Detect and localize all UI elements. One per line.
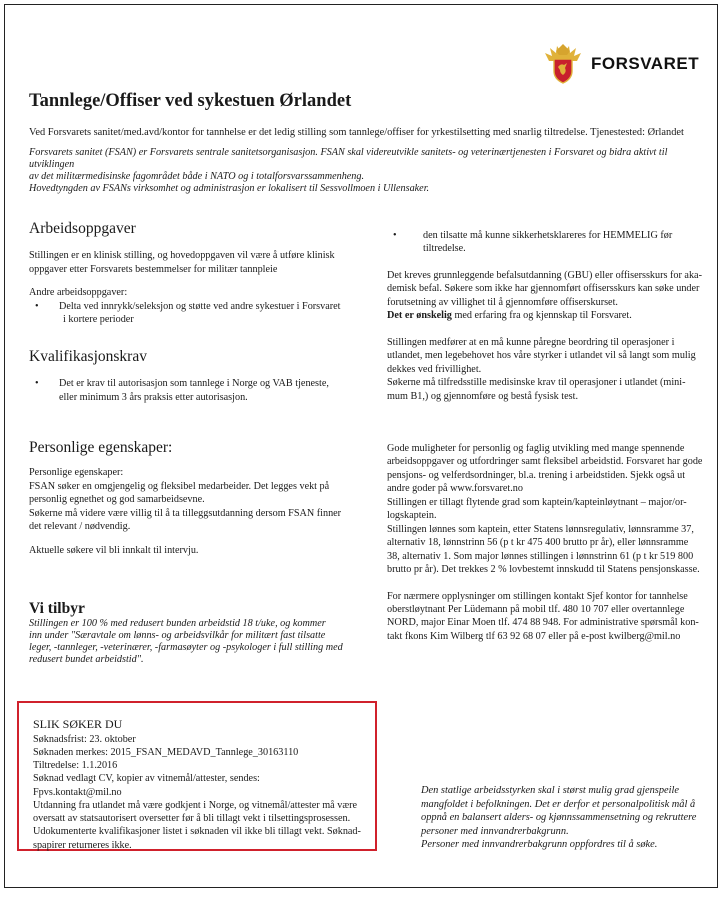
bullet-icon: • xyxy=(393,230,397,241)
crest-icon xyxy=(543,43,583,85)
diversity-statement: Den statlige arbeidsstyrken skal i størst mulig grad gjenspeile mangfoldet i befolkningen. Det er derfor et personalpolitisk mål å oppnå en balansert alders- og kjønnssammensetning og rekruttere personer med innvandrerbakgrunn. Personer med innvandrerbakgrunn oppfordres til å søke. xyxy=(421,785,697,851)
offer-section: Vi tilbyr Stillingen er 100 % med redusert bunden arbeidstid 18 t/uke, og kommer inn under "Særavtale om lønns- og arbeidsvilkår for militært fast tilsatte leger, -tannleger, -veterinærer, -farmasøyter og -psykologer i full stilling med redusert bundet arbeidstid". xyxy=(29,599,369,665)
duties-text: Stillingen er en klinisk stilling, og hovedoppgaven vil være å utføre klinisk xyxy=(29,250,335,262)
page-title: Tannlege/Offiser ved sykestuen Ørlandet xyxy=(29,91,352,111)
personal-heading: Personlige egenskaper: xyxy=(29,439,173,456)
list-item: • Delta ved innrykk/seleksjon og støtte ved andre sykestuer i Forsvaret i kortere perioder xyxy=(29,300,359,327)
qualifications-heading: Kvalifikasjonskrav xyxy=(29,348,147,365)
interview-note: Aktuelle søkere vil bli innkalt til intervju. xyxy=(29,544,199,556)
intro-text: Ved Forsvarets sanitet/med.avd/kontor for tannhelse er det ledig stilling som tannlege/offiser for yrkestilsetting med snarlig tiltredelse. Tjenestested: Ørlandet xyxy=(29,127,684,138)
duties-section: Arbeidsoppgaver Stillingen er en klinisk stilling, og hovedoppgaven vil være å utføre klinisk oppgaver etter Forsvarets bestemmelser for militær tannpleie Andre arbeidsoppgaver: • Delta ved innrykk/seleksjon og støtte ved andre sykestuer i Forsvaret i kortere perioder xyxy=(29,219,359,327)
reference: Søknaden merkes: 2015_FSAN_MEDAVD_Tannlege_30163110 xyxy=(33,746,299,758)
brand-name: FORSVARET xyxy=(591,54,700,73)
other-duties-label: Andre arbeidsoppgaver: xyxy=(29,287,128,299)
qualifications-section xyxy=(29,347,359,404)
offer-heading: Vi tilbyr xyxy=(29,600,85,617)
bullet-icon: • xyxy=(35,300,39,312)
requirements-section: • den tilsatte må kunne sikkerhetsklareres for HEMMELIG før tiltredelse. Det kreves grunnleggende befalsutdanning (GBU) eller offisersskurs for aka- demisk befal. Søkere som ikke har gjennomført offisersskurs kan søke under forutsetning av villighet til å gjennomføre offiserskurset. Det er ønskelig med erfaring fra og kjennskap til Forsvaret. Stillingen medfører at en må kunne påregne beordring til operasjoner i utlandet, men legebehovet hos våre styrker i utlandet vil så langt som mulig dekkes ved frivillighet. Søkerne må tilfredsstille medisinske krav til operasjoner i utlandet (mini- mum B1,) og gjennomføre og bestå fysisk test. xyxy=(387,229,705,403)
how-to-apply-box: SLIK SØKER DU Søknadsfrist: 23. oktober Søknaden merkes: 2015_FSAN_MEDAVD_Tannlege_30163110 Tiltredelse: 1.1.2016 Søknad vedlagt CV, kopier av vitnemål/attester, sendes: Fpvs.kontakt@mil.no Utdanning fra utlandet må være godkjent i Norge, og vitnemål/attester må være oversatt av statsautorisert oversetter før å bli tillagt vekt i tilsettingsprosessen. Udokumenterte kvalifikasjoner listet i søknaden vil ikke bli tillagt vekt. Søknad- spapirer returneres ikke. xyxy=(17,701,377,851)
forsvaret-logo xyxy=(543,43,699,85)
job-advert-page xyxy=(4,4,718,888)
bullet-icon: • xyxy=(35,378,39,390)
list-item: • den tilsatte må kunne sikkerhetsklareres for HEMMELIG før tiltredelse. xyxy=(387,229,705,256)
deadline: Søknadsfrist: 23. oktober xyxy=(33,733,136,745)
apply-heading: SLIK SØKER DU xyxy=(33,717,123,731)
about-fsan: Forsvarets sanitet (FSAN) er Forsvarets sentrale sanitetsorganisasjon. FSAN skal videreutvikle sanitets- og veterinærtjenesten i Forsvaret og bidra aktivt til utviklingen av det militærmedisinske fagområdet både i NATO og i totalforsvarssammenheng. Hovedtyngden av FSANs virksomhet og administrasjon er lokalisert til Sessvollmoen i Ullensaker. xyxy=(29,147,668,195)
apply-email: Fpvs.kontakt@mil.no xyxy=(33,786,122,798)
personal-section: Personlige egenskaper: Personlige egenskaper: FSAN søker en omgjengelig og fleksibel medarbeider. Det legges vekt på personlig egnethet og god samarbeidsevne. Søkerne må videre være villig til å ta tilleggsutdanning dersom FSAN finner det relevant / nødvendig. Aktuelle søkere vil bli innkalt til intervju. xyxy=(29,438,359,557)
benefits-section: Gode muligheter for personlig og faglig utvikling med mange spennende arbeidsoppgaver og utfordringer samt fleksibel arbeidstid. Forsvaret har gode pensjons- og velferdsordninger, bl.a. trening i arbeidstiden. Sjekk også ut andre goder på www.forsvaret.no Stillingen er tillagt flytende grad som kaptein/kapteinløytnant – major/or- logskaptein. Stillingen lønnes som kaptein, etter Statens lønnsregulativ, lønnsramme 37, alternativ 18, lønnstrinn 56 (p t kr 475 400 brutto pr år), eller lønnsramme 38, alternativ 1. Som major lønnes stillingen i lønnstrinn 61 (p t kr 519 800 brutto pr år). Det trekkes 2 % lovbestemt innskudd til Statens pensjonskasse. For nærmere opplysninger om stillingen kontakt Sjef kontor for tannhelse oberstløytnant Per Lüdemann på mobil tlf. 480 10 707 eller overtannlege NORD, major Einar Moen tlf. 474 88 948. For administrative spørsmål kon- takt fkons Kim Wilberg tlf 63 92 68 07 eller på e-post kwilberg@mil.no xyxy=(387,442,705,643)
list-item: • Det er krav til autorisasjon som tannlege i Norge og VAB tjeneste, eller minimum 3 års praksis etter autorisasjon. xyxy=(29,377,359,404)
contact-info: For nærmere opplysninger om stillingen kontakt Sjef kontor for tannhelse oberstløytnant Per Lüdemann på mobil tlf. 480 10 707 eller overtannlege NORD, major Einar Moen tlf. 474 88 948. For administrative spørsmål kon- takt fkons Kim Wilberg tlf 63 92 68 07 eller på e-post kwilberg@mil.no xyxy=(387,590,699,642)
duties-heading: Arbeidsoppgaver xyxy=(29,220,136,237)
